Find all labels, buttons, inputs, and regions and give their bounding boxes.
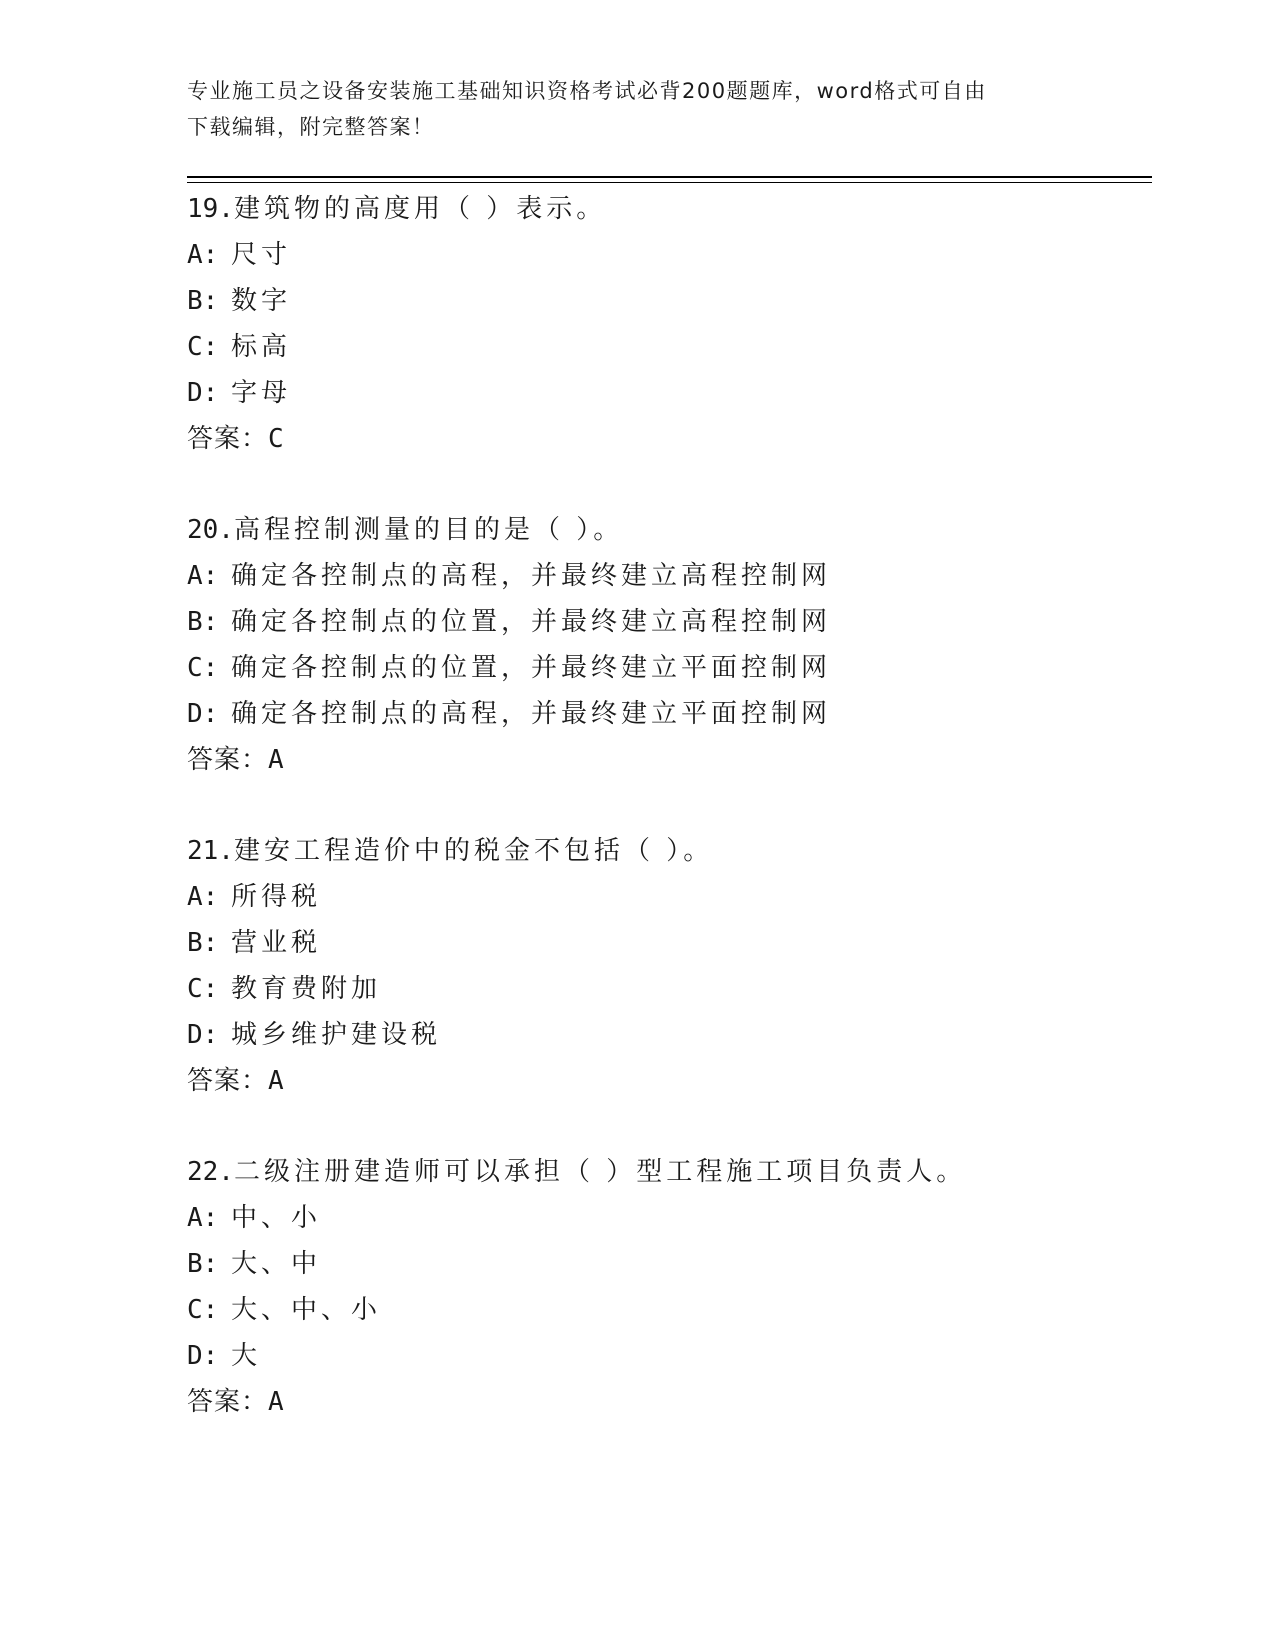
question-text: 建筑物的高度用（ ）表示。 [233,194,607,224]
question-number: 21. [187,836,234,866]
option-text: 教育费附加 [231,974,382,1004]
option-text: 城乡维护建设税 [231,1020,442,1050]
answer-value: A [268,1066,285,1096]
option-b [187,599,1152,645]
option-d [187,691,1152,737]
option-key: C: [187,332,219,362]
answer-label: 答案： [187,1387,269,1417]
question-stem [187,186,1152,232]
question-list [187,186,1152,1470]
answer-line [187,416,1152,462]
header-line-2: 下载编辑，附完整答案！ [187,115,435,139]
question-21 [187,828,1152,1104]
header-line-1: 专业施工员之设备安装施工基础知识资格考试必背200题题库，word格式可自由 [187,79,987,103]
option-text: 中、小 [231,1203,322,1233]
option-key: D: [187,1020,219,1050]
option-text: 大、中、小 [231,1295,382,1325]
option-c [187,324,1152,370]
question-text: 二级注册建造师可以承担（ ）型工程施工项目负责人。 [233,1157,967,1187]
option-key: C: [187,1295,219,1325]
option-text: 确定各控制点的高程，并最终建立平面控制网 [231,699,832,729]
option-text: 营业税 [231,928,322,958]
answer-label: 答案： [187,424,269,454]
question-stem [187,828,1152,874]
option-text: 标高 [231,332,292,362]
question-text: 建安工程造价中的税金不包括（ ）。 [233,836,714,866]
answer-line [187,737,1152,783]
option-text: 字母 [231,378,292,408]
option-text: 大 [231,1341,262,1371]
option-c [187,966,1152,1012]
option-b [187,1241,1152,1287]
answer-label: 答案： [187,745,269,775]
question-stem [187,1149,1152,1195]
option-key: B: [187,1249,219,1279]
option-text: 确定各控制点的高程，并最终建立高程控制网 [231,561,832,591]
option-key: A: [187,1203,219,1233]
option-key: C: [187,974,219,1004]
answer-line [187,1058,1152,1104]
option-text: 确定各控制点的位置，并最终建立高程控制网 [231,607,832,637]
option-key: A: [187,561,219,591]
option-key: A: [187,240,219,270]
header-rule-thin [187,182,1152,183]
option-d [187,370,1152,416]
header-rule-thick [187,176,1152,178]
option-b [187,920,1152,966]
option-key: B: [187,928,219,958]
option-a [187,232,1152,278]
option-key: C: [187,653,219,683]
question-number: 22. [187,1157,234,1187]
option-key: B: [187,286,219,316]
option-a [187,874,1152,920]
question-22 [187,1149,1152,1425]
document-header [187,73,1057,145]
option-b [187,278,1152,324]
answer-line [187,1379,1152,1425]
option-key: A: [187,882,219,912]
option-c [187,645,1152,691]
option-key: D: [187,378,219,408]
option-text: 所得税 [231,882,322,912]
option-d [187,1333,1152,1379]
question-number: 20. [187,515,234,545]
option-a [187,1195,1152,1241]
question-number: 19. [187,194,234,224]
option-c [187,1287,1152,1333]
option-key: B: [187,607,219,637]
answer-value: A [268,745,285,775]
option-key: D: [187,1341,219,1371]
question-20 [187,507,1152,783]
option-d [187,1012,1152,1058]
question-stem [187,507,1152,553]
option-key: D: [187,699,219,729]
option-text: 确定各控制点的位置，并最终建立平面控制网 [231,653,832,683]
option-text: 数字 [231,286,292,316]
question-text: 高程控制测量的目的是（ ）。 [233,515,624,545]
answer-label: 答案： [187,1066,269,1096]
question-19 [187,186,1152,462]
answer-value: C [268,424,285,454]
option-text: 尺寸 [231,240,292,270]
answer-value: A [268,1387,285,1417]
option-text: 大、中 [231,1249,322,1279]
option-a [187,553,1152,599]
